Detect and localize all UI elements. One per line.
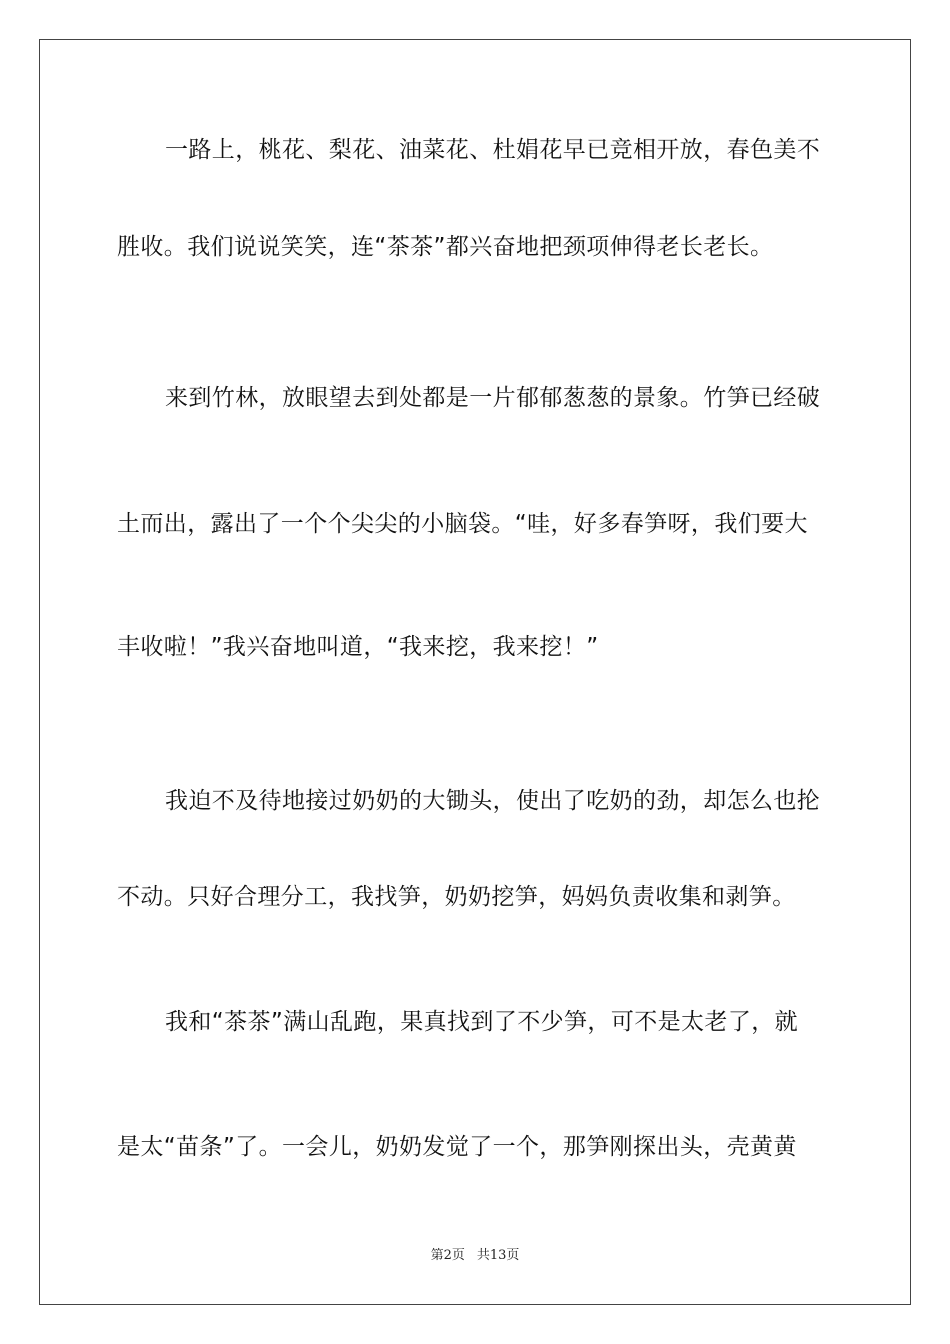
page-border [39,39,911,1305]
paragraph-line: 不动。只好合理分工，我找笋，奶奶挖笋，妈妈负责收集和剥笋。 [117,884,796,910]
paragraph-line: 我和“茶茶”满山乱跑，果真找到了不少笋，可不是太老了，就 [165,1009,799,1035]
paragraph-line: 我迫不及待地接过奶奶的大锄头，使出了吃奶的劲，却怎么也抡 [165,788,821,814]
paragraph-line: 来到竹林，放眼望去到处都是一片郁郁葱葱的景象。竹笋已经破 [165,385,821,411]
page-number: 第2页 [430,1248,465,1263]
paragraph-line: 丰收啦！”我兴奋地叫道，“我来挖，我来挖！” [117,634,599,660]
page-total: 共13页 [476,1248,520,1263]
page-footer [0,1247,950,1265]
paragraph-line: 胜收。我们说说笑笑，连“茶茶”都兴奋地把颈项伸得老长老长。 [117,234,774,260]
paragraph-line: 土而出，露出了一个个尖尖的小脑袋。“哇，好多春笋呀，我们要大 [117,511,808,537]
paragraph-line: 一路上，桃花、梨花、油菜花、杜娟花早已竞相开放，春色美不 [165,137,821,163]
paragraph-line: 是太“苗条”了。一会儿，奶奶发觉了一个，那笋刚探出头，壳黄黄 [117,1134,797,1160]
